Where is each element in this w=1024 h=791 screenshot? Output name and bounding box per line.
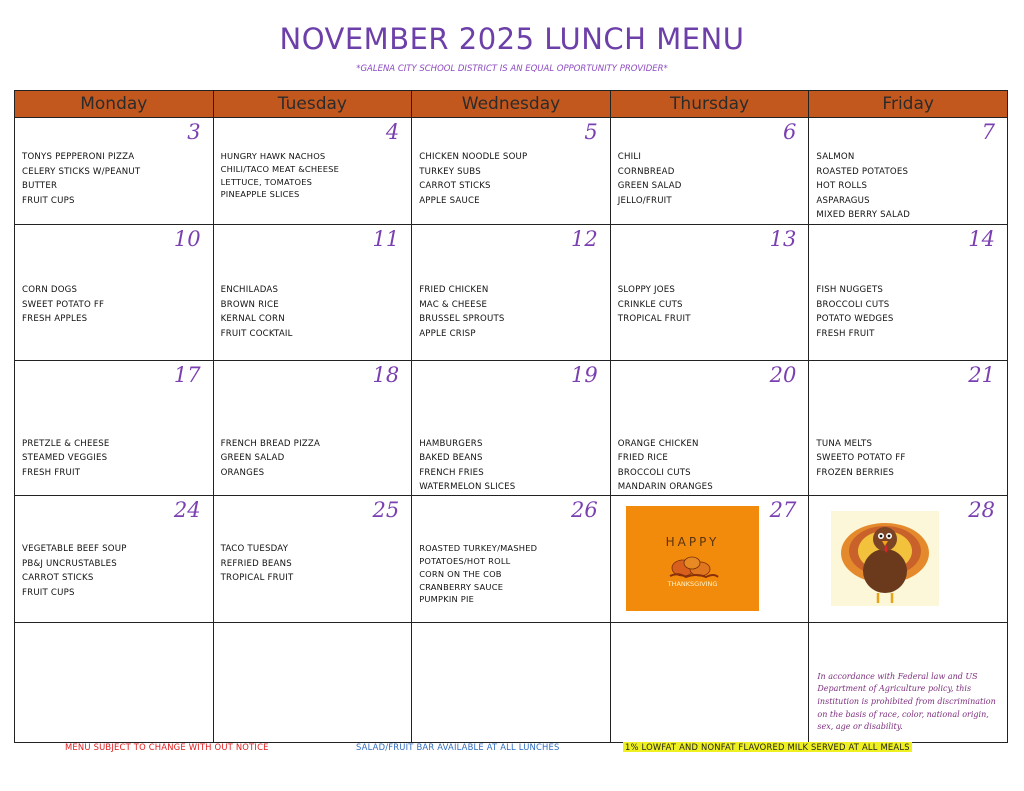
menu-item: LETTUCE, TOMATOES <box>220 176 313 187</box>
day-cell <box>809 118 1008 225</box>
menu-item: FROZEN BERRIES <box>816 467 895 478</box>
turkey-body-icon <box>863 549 907 593</box>
week-row <box>15 360 1008 496</box>
day-number: 19 <box>571 362 598 387</box>
menu-item: TROPICAL FRUIT <box>617 314 691 325</box>
menu-item: HUNGRY HAWK NACHOS <box>220 151 326 161</box>
weekday-header-row <box>15 91 1008 118</box>
day-number: 25 <box>372 498 400 523</box>
menu-items <box>618 437 805 495</box>
day-number: 17 <box>173 362 201 387</box>
menu-items <box>618 150 805 208</box>
menu-item: VEGETABLE BEEF SOUP <box>22 544 127 555</box>
menu-items <box>221 283 408 341</box>
menu-items <box>419 150 606 208</box>
menu-items <box>221 150 408 201</box>
nondiscrimination-notice: In accordance with Federal law and US Department of Agriculture policy, this institution is prohibited from discrimination on the basis of race, color, national origin, sex, age or disability. <box>817 671 996 732</box>
menu-item: HOT ROLLS <box>816 181 868 192</box>
menu-item: BROCCOLI CUTS <box>816 299 890 310</box>
menu-item: ASPARAGUS <box>816 195 870 206</box>
week-row <box>15 622 1008 742</box>
menu-items <box>419 437 606 495</box>
menu-item: TUNA MELTS <box>816 438 873 449</box>
happy-text: HAPPY <box>665 535 720 550</box>
menu-item: FRIED CHICKEN <box>419 284 489 295</box>
day-cell <box>412 360 611 496</box>
menu-item: ORANGES <box>220 467 265 478</box>
menu-item: FRENCH BREAD PIZZA <box>220 438 321 449</box>
menu-item: BUTTER <box>22 181 58 192</box>
menu-item: JELLO/FRUIT <box>617 195 672 206</box>
day-cell <box>610 496 809 622</box>
menu-item: GREEN SALAD <box>220 453 285 464</box>
menu-item: FRESH FRUIT <box>816 328 875 339</box>
day-number: 11 <box>372 226 400 251</box>
menu-item: CORNBREAD <box>617 166 675 177</box>
footer-change-notice: MENU SUBJECT TO CHANGE WITH OUT NOTICE <box>65 742 269 752</box>
turkey-icon <box>831 511 939 606</box>
day-cell <box>15 496 214 622</box>
footer-salad-bar: SALAD/FRUIT BAR AVAILABLE AT ALL LUNCHES <box>356 742 560 752</box>
pumpkin-icon <box>684 557 700 569</box>
menu-item: CARROT STICKS <box>22 573 94 584</box>
menu-item: CRANBERRY SAUCE <box>419 581 504 592</box>
menu-item: PRETZLE & CHEESE <box>22 438 110 449</box>
weekday-header: Thursday <box>610 91 809 118</box>
page-subtitle: *GALENA CITY SCHOOL DISTRICT IS AN EQUAL OPPORTUNITY PROVIDER* <box>356 64 668 74</box>
turkey-pupil-icon <box>880 535 883 538</box>
menu-item: BRUSSEL SPROUTS <box>419 314 505 325</box>
menu-item: FRUIT CUPS <box>22 195 75 206</box>
menu-item: REFRIED BEANS <box>220 558 292 569</box>
menu-items <box>419 283 606 341</box>
day-number: 21 <box>968 362 995 387</box>
day-cell <box>412 224 611 360</box>
menu-item: BROCCOLI CUTS <box>617 467 691 478</box>
menu-item: BROWN RICE <box>220 299 279 310</box>
day-cell <box>412 118 611 225</box>
thanksgiving-text: THANKSGIVING <box>667 580 718 589</box>
day-number: 5 <box>584 120 598 144</box>
menu-item: HAMBURGERS <box>419 438 483 449</box>
menu-item: FRUIT COCKTAIL <box>220 328 293 339</box>
turkey-pupil-icon <box>888 535 891 538</box>
menu-item: ORANGE CHICKEN <box>617 438 699 449</box>
day-cell <box>213 496 412 622</box>
menu-items <box>618 283 805 327</box>
day-number: 20 <box>769 362 797 387</box>
menu-item: CHILI/TACO MEAT &CHEESE <box>220 163 340 174</box>
day-number: 28 <box>968 498 995 523</box>
menu-items <box>22 542 209 600</box>
menu-item: MANDARIN ORANGES <box>617 482 713 493</box>
menu-item: PINEAPPLE SLICES <box>220 189 300 200</box>
empty-day-cell <box>412 622 611 742</box>
week-row <box>15 496 1008 622</box>
menu-items <box>22 283 209 327</box>
day-number: 6 <box>783 120 797 144</box>
day-number: 4 <box>385 120 400 144</box>
day-number: 18 <box>372 362 400 387</box>
empty-day-cell <box>15 622 214 742</box>
day-cell <box>809 224 1008 360</box>
day-cell <box>15 118 214 225</box>
day-cell <box>412 496 611 622</box>
menu-item: GREEN SALAD <box>617 181 682 192</box>
day-number: 12 <box>571 226 598 251</box>
menu-item: FRENCH FRIES <box>419 467 484 478</box>
menu-item: SWEET POTATO FF <box>22 299 105 310</box>
weekday-header: Wednesday <box>412 91 611 118</box>
day-number: 10 <box>173 226 201 251</box>
menu-items <box>22 150 209 208</box>
menu-item: FRUIT CUPS <box>22 588 75 599</box>
autumn-leaves-icon <box>670 575 718 578</box>
footer-milk-notice: 1% LOWFAT AND NONFAT FLAVORED MILK SERVED AT ALL MEALS <box>625 742 910 752</box>
empty-day-cell <box>213 622 412 742</box>
menu-items <box>816 283 1003 341</box>
day-number: 27 <box>769 498 797 523</box>
thanksgiving-illustration <box>626 506 759 611</box>
menu-item: PUMPKIN PIE <box>419 594 475 605</box>
day-cell <box>213 360 412 496</box>
menu-item: CORN ON THE COB <box>419 568 502 579</box>
menu-item: CORN DOGS <box>22 284 78 295</box>
day-number: 3 <box>187 120 201 144</box>
menu-item: STEAMED VEGGIES <box>22 453 108 464</box>
day-number: 13 <box>769 226 797 251</box>
menu-items <box>221 437 408 481</box>
day-number: 7 <box>981 120 995 144</box>
weekday-header: Tuesday <box>213 91 412 118</box>
menu-item: MAC & CHEESE <box>419 299 488 310</box>
menu-item: KERNAL CORN <box>220 314 285 325</box>
lunch-calendar <box>14 90 1008 743</box>
menu-item: CHICKEN NOODLE SOUP <box>419 152 528 162</box>
page-title: NOVEMBER 2025 LUNCH MENU <box>279 22 745 56</box>
menu-item: TONYS PEPPERONI PIZZA <box>22 152 135 162</box>
week-row <box>15 224 1008 360</box>
day-cell <box>15 360 214 496</box>
day-cell <box>610 118 809 225</box>
menu-item: SLOPPY JOES <box>617 284 676 295</box>
menu-item: FISH NUGGETS <box>816 284 884 295</box>
menu-item: SWEETO POTATO FF <box>816 453 906 464</box>
menu-item: WATERMELON SLICES <box>419 482 516 493</box>
menu-item: FRESH APPLES <box>22 314 88 325</box>
day-cell <box>809 496 1008 622</box>
menu-item: ROASTED POTATOES <box>816 166 909 177</box>
happy-thanksgiving-picture <box>626 506 759 611</box>
menu-item: ROASTED TURKEY/MASHED <box>419 543 538 554</box>
menu-item: POTATOES/HOT ROLL <box>419 556 511 567</box>
turkey-legs-icon <box>878 593 892 603</box>
menu-items <box>816 150 1003 223</box>
menu-item: ENCHILADAS <box>220 284 279 295</box>
menu-item: PB&J UNCRUSTABLES <box>22 558 117 569</box>
turkey-picture <box>831 511 939 606</box>
menu-item: CRINKLE CUTS <box>617 299 683 310</box>
menu-item: APPLE CRISP <box>419 328 476 339</box>
day-number: 24 <box>173 498 201 523</box>
week-row <box>15 118 1008 225</box>
day-cell <box>809 360 1008 496</box>
menu-item: CHILI <box>617 152 642 162</box>
menu-items <box>221 542 408 586</box>
day-cell <box>213 224 412 360</box>
menu-item: TROPICAL FRUIT <box>220 573 294 584</box>
menu-item: SALMON <box>816 152 855 162</box>
menu-item: CARROT STICKS <box>419 181 491 192</box>
menu-items <box>22 437 209 481</box>
day-cell <box>610 224 809 360</box>
weekday-header: Monday <box>15 91 214 118</box>
menu-item: TURKEY SUBS <box>419 166 481 177</box>
menu-item: BAKED BEANS <box>419 453 483 464</box>
menu-item: CELERY STICKS W/PEANUT <box>22 166 141 177</box>
menu-items <box>816 437 1003 481</box>
notice-cell <box>809 622 1008 742</box>
menu-item: APPLE SAUCE <box>419 195 480 206</box>
day-number: 26 <box>571 498 598 523</box>
day-number: 14 <box>968 226 995 251</box>
weekday-header: Friday <box>809 91 1008 118</box>
menu-item: FRESH FRUIT <box>22 467 81 478</box>
day-cell <box>15 224 214 360</box>
menu-item: MIXED BERRY SALAD <box>816 210 911 221</box>
menu-item: TACO TUESDAY <box>220 544 289 555</box>
menu-items <box>419 542 606 606</box>
day-cell <box>610 360 809 496</box>
empty-day-cell <box>610 622 809 742</box>
menu-item: POTATO WEDGES <box>816 314 894 325</box>
menu-item: FRIED RICE <box>617 453 668 464</box>
day-cell <box>213 118 412 225</box>
